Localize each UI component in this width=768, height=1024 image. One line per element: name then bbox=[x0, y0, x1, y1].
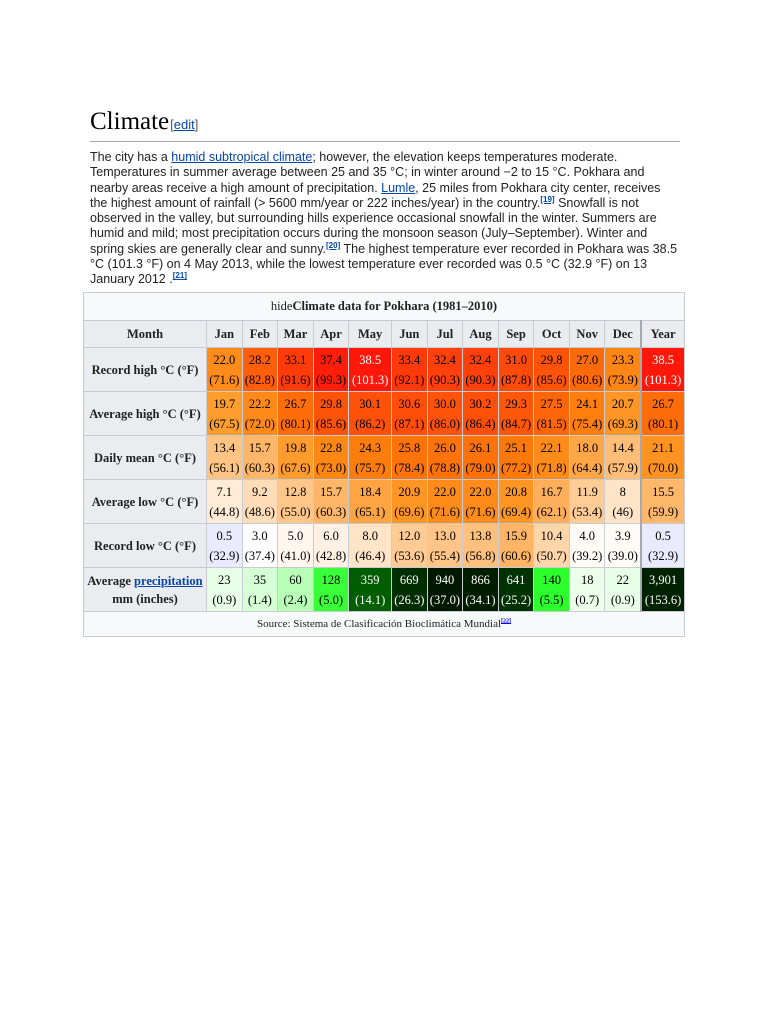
row-header: Average high °C (°F) bbox=[84, 392, 207, 436]
cell-value: 26.7 bbox=[284, 396, 307, 411]
cell-value: 33.4 bbox=[398, 352, 421, 367]
cell-value: 38.5 bbox=[652, 352, 674, 367]
table-body bbox=[84, 348, 685, 612]
cell-value: 128 bbox=[321, 572, 341, 587]
month-header-oct: Oct bbox=[534, 321, 570, 348]
cell-value-alt: (60.3) bbox=[315, 504, 347, 519]
month-header-aug: Aug bbox=[463, 321, 499, 348]
cell-value: 14.4 bbox=[611, 440, 634, 455]
cell-value: 28.2 bbox=[248, 352, 271, 367]
cell-value-alt: (69.4) bbox=[500, 504, 532, 519]
table-cell bbox=[534, 568, 570, 612]
cell-value: 12.0 bbox=[398, 528, 421, 543]
paragraph-text-4: Snowfall is not observed in the valley, but surrounding hills experience occasional snowfall in the winter. Summers are humid and mild; most precipitation occurs during the monsoon season (July–September). Winter and spring skies are generally clear and sunny. bbox=[90, 195, 657, 256]
paragraph-text-2: ; however, the elevation keeps temperatures moderate. Temperatures in summer average between 25 and 35 °C; in winter around −2 to 15 °C. Pokhara and nearby areas receive a high amount of precipitation. bbox=[90, 150, 645, 195]
cell-value-alt: (78.8) bbox=[429, 460, 460, 475]
cell-value: 35 bbox=[253, 572, 267, 587]
month-header-feb: Feb bbox=[242, 321, 278, 348]
cell-value-alt: (0.9) bbox=[212, 592, 237, 607]
cell-value-alt: (53.6) bbox=[394, 548, 425, 563]
table-cell bbox=[641, 392, 684, 436]
cell-value: 3.9 bbox=[614, 528, 631, 543]
humid-subtropical-climate-link[interactable]: humid subtropical climate bbox=[171, 150, 313, 164]
cell-value: 29.3 bbox=[505, 396, 527, 411]
row-header: Record low °C (°F) bbox=[84, 524, 207, 568]
cell-value: 359 bbox=[360, 572, 380, 587]
cell-value-alt: (101.3) bbox=[351, 372, 389, 387]
cell-value-alt: (55.4) bbox=[429, 548, 460, 563]
cell-value-alt: (72.0) bbox=[244, 416, 275, 431]
cell-value-alt: (69.6) bbox=[394, 504, 425, 519]
cell-value: 20.8 bbox=[505, 484, 527, 499]
article-content bbox=[90, 108, 680, 300]
table-cell bbox=[427, 524, 463, 568]
table-cell bbox=[207, 348, 243, 392]
table-cell bbox=[498, 436, 534, 480]
table-cell bbox=[242, 480, 278, 524]
cell-value-alt: (53.4) bbox=[572, 504, 603, 519]
cell-value: 669 bbox=[399, 572, 419, 587]
cell-value: 26.1 bbox=[469, 440, 492, 455]
month-header-mar: Mar bbox=[278, 321, 314, 348]
cell-value-alt: (86.2) bbox=[355, 416, 386, 431]
table-cell bbox=[207, 436, 243, 480]
table-cell bbox=[569, 348, 605, 392]
cell-value: 37.4 bbox=[320, 352, 342, 367]
table-cell bbox=[605, 568, 641, 612]
cell-value: 23.3 bbox=[611, 352, 634, 367]
cell-value-alt: (0.9) bbox=[610, 592, 635, 607]
table-cell bbox=[427, 480, 463, 524]
table-cell bbox=[569, 568, 605, 612]
cell-value: 26.0 bbox=[433, 440, 456, 455]
row-label-prefix: Average bbox=[87, 573, 135, 588]
cell-value: 13.0 bbox=[433, 528, 456, 543]
cell-value: 3.0 bbox=[252, 528, 268, 543]
cell-value-alt: (85.6) bbox=[536, 372, 567, 387]
table-cell bbox=[349, 436, 392, 480]
cell-value: 31.0 bbox=[505, 352, 527, 367]
cell-value-alt: (5.0) bbox=[319, 592, 343, 607]
table-cell bbox=[463, 524, 499, 568]
cell-value: 30.1 bbox=[359, 396, 382, 411]
month-header-nov: Nov bbox=[569, 321, 605, 348]
citation-22-link[interactable]: [22] bbox=[501, 618, 512, 625]
cell-value: 18.0 bbox=[576, 440, 599, 455]
cell-value: 23 bbox=[218, 572, 231, 587]
cell-value: 8.0 bbox=[362, 528, 378, 543]
table-cell bbox=[641, 436, 684, 480]
cell-value-alt: (14.1) bbox=[355, 592, 386, 607]
cell-value-alt: (62.1) bbox=[536, 504, 567, 519]
cell-value-alt: (81.5) bbox=[536, 416, 567, 431]
cell-value-alt: (37.4) bbox=[244, 548, 275, 563]
table-cell bbox=[498, 524, 534, 568]
row-label-suffix: mm (inches) bbox=[112, 591, 178, 606]
cell-value-alt: (86.4) bbox=[465, 416, 496, 431]
table-cell bbox=[392, 392, 428, 436]
cell-value: 8 bbox=[619, 484, 626, 499]
table-cell bbox=[498, 348, 534, 392]
cell-value-alt: (56.1) bbox=[209, 460, 240, 475]
month-column-header: Month bbox=[84, 321, 207, 348]
row-header bbox=[84, 568, 207, 612]
cell-value-alt: (34.1) bbox=[465, 592, 496, 607]
table-cell bbox=[313, 436, 349, 480]
cell-value-alt: (26.3) bbox=[394, 592, 425, 607]
table-cell bbox=[278, 480, 314, 524]
table-cell bbox=[569, 392, 605, 436]
edit-bracket-close: ] bbox=[194, 117, 199, 132]
cell-value-alt: (60.3) bbox=[244, 460, 275, 475]
table-cell bbox=[641, 568, 684, 612]
cell-value-alt: (32.9) bbox=[209, 548, 240, 563]
table-cell bbox=[463, 392, 499, 436]
cell-value-alt: (78.4) bbox=[394, 460, 425, 475]
table-row bbox=[84, 568, 685, 612]
cell-value: 7.1 bbox=[216, 484, 233, 499]
table-cell bbox=[534, 348, 570, 392]
cell-value-alt: (71.8) bbox=[536, 460, 567, 475]
cell-value: 22.1 bbox=[540, 440, 563, 455]
cell-value-alt: (39.2) bbox=[572, 548, 603, 563]
cell-value: 15.9 bbox=[505, 528, 527, 543]
table-cell bbox=[392, 480, 428, 524]
cell-value-alt: (91.6) bbox=[280, 372, 311, 387]
cell-value: 32.4 bbox=[433, 352, 456, 367]
table-cell bbox=[242, 436, 278, 480]
cell-value: 140 bbox=[542, 572, 561, 587]
cell-value-alt: (71.6) bbox=[465, 504, 496, 519]
table-cell bbox=[463, 348, 499, 392]
month-header-jun: Jun bbox=[392, 321, 428, 348]
cell-value: 38.5 bbox=[359, 352, 382, 367]
cell-value: 641 bbox=[506, 572, 526, 587]
cell-value-alt: (73.0) bbox=[315, 460, 347, 475]
table-cell bbox=[605, 392, 641, 436]
month-header-jul: Jul bbox=[427, 321, 463, 348]
month-header-sep: Sep bbox=[498, 321, 534, 348]
citation-21-link[interactable]: [21] bbox=[172, 271, 187, 281]
cell-value-alt: (46) bbox=[612, 504, 634, 519]
cell-value: 27.5 bbox=[540, 396, 563, 411]
cell-value-alt: (39.0) bbox=[607, 548, 638, 563]
table-cell bbox=[569, 524, 605, 568]
cell-value: 0.5 bbox=[655, 528, 671, 543]
edit-bracket-open: [ bbox=[170, 117, 174, 132]
table-cell bbox=[605, 480, 641, 524]
cell-value: 18.4 bbox=[359, 484, 382, 499]
table-cell bbox=[641, 480, 684, 524]
table-cell bbox=[498, 568, 534, 612]
table-caption bbox=[84, 293, 685, 321]
cell-value: 6.0 bbox=[323, 528, 339, 543]
cell-value: 940 bbox=[435, 572, 455, 587]
table-row bbox=[84, 392, 685, 436]
cell-value-alt: (57.9) bbox=[607, 460, 638, 475]
cell-value-alt: (32.9) bbox=[647, 548, 679, 563]
cell-value-alt: (79.0) bbox=[465, 460, 496, 475]
table-cell bbox=[605, 524, 641, 568]
table-row bbox=[84, 436, 685, 480]
table-cell bbox=[427, 348, 463, 392]
paragraph-text-5: The highest temperature ever recorded in Pokhara was 38.5 °C (101.3 °F) on 4 May 2013, while the lowest temperature ever recorded was 0.5 °C (32.9 °F) on 13 January 2012 . bbox=[90, 241, 678, 287]
cell-value-alt: (67.6) bbox=[280, 460, 311, 475]
table-cell bbox=[605, 348, 641, 392]
table-cell bbox=[242, 568, 278, 612]
table-cell bbox=[349, 524, 392, 568]
cell-value: 22.8 bbox=[320, 440, 342, 455]
cell-value-alt: (5.5) bbox=[539, 592, 564, 607]
cell-value-alt: (73.9) bbox=[607, 372, 638, 387]
cell-value: 12.8 bbox=[284, 484, 307, 499]
cell-value-alt: (2.4) bbox=[283, 592, 308, 607]
cell-value-alt: (86.0) bbox=[429, 416, 460, 431]
climate-paragraph bbox=[90, 150, 680, 288]
table-cell bbox=[278, 568, 314, 612]
month-header-apr: Apr bbox=[313, 321, 349, 348]
paragraph-text-1: The city has a bbox=[90, 150, 172, 164]
cell-value: 22.2 bbox=[248, 396, 271, 411]
table-cell bbox=[242, 524, 278, 568]
row-header: Daily mean °C (°F) bbox=[84, 436, 207, 480]
cell-value-alt: (69.3) bbox=[607, 416, 638, 431]
cell-value-alt: (87.8) bbox=[500, 372, 532, 387]
cell-value: 19.8 bbox=[284, 440, 307, 455]
cell-value-alt: (55.0) bbox=[280, 504, 311, 519]
source-text: Source: Sistema de Clasificación Bioclimática Mundial bbox=[256, 618, 502, 630]
table-cell bbox=[534, 524, 570, 568]
cell-value-alt: (77.2) bbox=[500, 460, 532, 475]
cell-value: 22 bbox=[616, 572, 630, 587]
cell-value: 32.4 bbox=[469, 352, 492, 367]
cell-value: 3,901 bbox=[649, 572, 678, 587]
table-cell bbox=[313, 524, 349, 568]
table-cell bbox=[392, 524, 428, 568]
table-cell bbox=[463, 568, 499, 612]
cell-value-alt: (60.6) bbox=[500, 548, 532, 563]
cell-value-alt: (56.8) bbox=[465, 548, 496, 563]
cell-value-alt: (46.4) bbox=[355, 548, 386, 563]
cell-value-alt: (0.7) bbox=[575, 592, 600, 607]
table-cell bbox=[641, 348, 684, 392]
citation-20-link[interactable]: [20] bbox=[326, 240, 341, 250]
table-caption-row bbox=[84, 293, 685, 321]
cell-value: 11.9 bbox=[576, 484, 598, 499]
cell-value-alt: (1.4) bbox=[247, 592, 272, 607]
cell-value-alt: (153.6) bbox=[644, 592, 682, 607]
cell-value: 25.8 bbox=[398, 440, 421, 455]
cell-value-alt: (65.1) bbox=[355, 504, 386, 519]
cell-value: 22.0 bbox=[213, 352, 236, 367]
cell-value-alt: (75.7) bbox=[355, 460, 386, 475]
cell-value-alt: (41.0) bbox=[280, 548, 311, 563]
table-cell bbox=[278, 392, 314, 436]
table-cell bbox=[427, 392, 463, 436]
table-cell bbox=[534, 392, 570, 436]
table-cell bbox=[463, 436, 499, 480]
table-cell bbox=[349, 392, 392, 436]
cell-value-alt: (80.1) bbox=[280, 416, 311, 431]
cell-value: 15.5 bbox=[652, 484, 674, 499]
table-row bbox=[84, 480, 685, 524]
cell-value: 10.4 bbox=[540, 528, 563, 543]
cell-value-alt: (80.6) bbox=[572, 372, 603, 387]
cell-value: 30.2 bbox=[469, 396, 492, 411]
cell-value: 33.1 bbox=[284, 352, 307, 367]
table-cell bbox=[313, 568, 349, 612]
table-cell bbox=[278, 524, 314, 568]
cell-value-alt: (82.8) bbox=[244, 372, 275, 387]
section-title: Climate bbox=[90, 108, 170, 135]
cell-value-alt: (90.3) bbox=[465, 372, 496, 387]
table-source bbox=[84, 612, 685, 637]
cell-value: 22.0 bbox=[469, 484, 492, 499]
table-cell bbox=[313, 480, 349, 524]
cell-value: 20.9 bbox=[398, 484, 421, 499]
cell-value-alt: (75.4) bbox=[572, 416, 603, 431]
cell-value-alt: (67.5) bbox=[209, 416, 240, 431]
table-cell bbox=[207, 392, 243, 436]
cell-value: 15.7 bbox=[248, 440, 271, 455]
month-header-dec: Dec bbox=[605, 321, 641, 348]
source-row bbox=[84, 612, 685, 637]
table-cell bbox=[534, 480, 570, 524]
table-row bbox=[84, 524, 685, 568]
cell-value: 24.1 bbox=[576, 396, 599, 411]
table-cell bbox=[534, 436, 570, 480]
table-cell bbox=[641, 524, 684, 568]
table-cell bbox=[427, 436, 463, 480]
cell-value-alt: (64.4) bbox=[572, 460, 603, 475]
table-cell bbox=[498, 392, 534, 436]
table-cell bbox=[242, 348, 278, 392]
edit-link[interactable]: edit bbox=[173, 117, 195, 132]
cell-value-alt: (59.9) bbox=[647, 504, 679, 519]
cell-value: 30.6 bbox=[398, 396, 421, 411]
table-cell bbox=[207, 568, 243, 612]
cell-value: 22.0 bbox=[433, 484, 456, 499]
row-header: Record high °C (°F) bbox=[84, 348, 207, 392]
cell-value: 16.7 bbox=[540, 484, 563, 499]
cell-value-alt: (92.1) bbox=[394, 372, 425, 387]
cell-value: 27.0 bbox=[576, 352, 599, 367]
cell-value: 20.7 bbox=[611, 396, 634, 411]
cell-value-alt: (44.8) bbox=[209, 504, 240, 519]
cell-value-alt: (99.3) bbox=[315, 372, 347, 387]
cell-value: 29.8 bbox=[540, 352, 563, 367]
cell-value-alt: (84.7) bbox=[500, 416, 532, 431]
month-header-year: Year bbox=[641, 321, 684, 348]
table-cell bbox=[392, 568, 428, 612]
cell-value-alt: (70.0) bbox=[647, 460, 679, 475]
cell-value: 30.0 bbox=[433, 396, 456, 411]
table-cell bbox=[605, 436, 641, 480]
table-cell bbox=[313, 392, 349, 436]
cell-value: 29.8 bbox=[320, 396, 342, 411]
paragraph-text-3: , 25 miles from Pokhara city center, receives the highest amount of rainfall (> 5600 mm/year or 222 inches/year) in the country. bbox=[90, 180, 661, 210]
month-header-row bbox=[84, 321, 685, 348]
month-header-jan: Jan bbox=[207, 321, 243, 348]
table-cell bbox=[349, 480, 392, 524]
cell-value: 25.1 bbox=[505, 440, 527, 455]
cell-value-alt: (48.6) bbox=[244, 504, 275, 519]
month-header-may: May bbox=[349, 321, 392, 348]
table-cell bbox=[349, 568, 392, 612]
cell-value: 26.7 bbox=[652, 396, 674, 411]
cell-value-alt: (37.0) bbox=[429, 592, 460, 607]
table-cell bbox=[392, 348, 428, 392]
precipitation-link[interactable]: precipitation bbox=[134, 573, 203, 588]
edit-section bbox=[170, 117, 198, 132]
cell-value-alt: (71.6) bbox=[209, 372, 240, 387]
cell-value-alt: (85.6) bbox=[315, 416, 347, 431]
row-header: Average low °C (°F) bbox=[84, 480, 207, 524]
table-title: Climate data for Pokhara (1981–2010) bbox=[292, 299, 498, 313]
cell-value-alt: (50.7) bbox=[536, 548, 567, 563]
table-cell bbox=[349, 348, 392, 392]
table-cell bbox=[427, 568, 463, 612]
hide-toggle[interactable]: hide bbox=[270, 299, 293, 313]
climate-table bbox=[83, 292, 685, 637]
table-cell bbox=[278, 348, 314, 392]
citation-19-link[interactable]: [19] bbox=[540, 194, 555, 204]
cell-value: 9.2 bbox=[252, 484, 268, 499]
section-heading bbox=[90, 108, 680, 142]
cell-value: 15.7 bbox=[320, 484, 342, 499]
cell-value-alt: (25.2) bbox=[500, 592, 532, 607]
table-cell bbox=[207, 480, 243, 524]
table-cell bbox=[569, 436, 605, 480]
table-cell bbox=[242, 392, 278, 436]
cell-value-alt: (42.8) bbox=[315, 548, 347, 563]
cell-value: 0.5 bbox=[216, 528, 233, 543]
cell-value: 60 bbox=[289, 572, 302, 587]
cell-value-alt: (101.3) bbox=[644, 372, 682, 387]
cell-value: 21.1 bbox=[652, 440, 674, 455]
table-cell bbox=[498, 480, 534, 524]
cell-value: 18 bbox=[580, 572, 594, 587]
cell-value: 13.8 bbox=[469, 528, 492, 543]
lumle-link[interactable]: Lumle bbox=[381, 180, 416, 195]
cell-value-alt: (87.1) bbox=[394, 416, 425, 431]
cell-value-alt: (80.1) bbox=[647, 416, 679, 431]
table-cell bbox=[313, 348, 349, 392]
cell-value: 19.7 bbox=[213, 396, 236, 411]
table-cell bbox=[392, 436, 428, 480]
cell-value: 4.0 bbox=[579, 528, 595, 543]
cell-value: 5.0 bbox=[287, 528, 304, 543]
table-cell bbox=[463, 480, 499, 524]
cell-value: 24.3 bbox=[359, 440, 382, 455]
cell-value: 13.4 bbox=[213, 440, 236, 455]
cell-value-alt: (90.3) bbox=[429, 372, 460, 387]
table-cell bbox=[207, 524, 243, 568]
table-row bbox=[84, 348, 685, 392]
cell-value: 866 bbox=[471, 572, 490, 587]
table-cell bbox=[569, 480, 605, 524]
table-cell bbox=[278, 436, 314, 480]
cell-value-alt: (71.6) bbox=[429, 504, 460, 519]
